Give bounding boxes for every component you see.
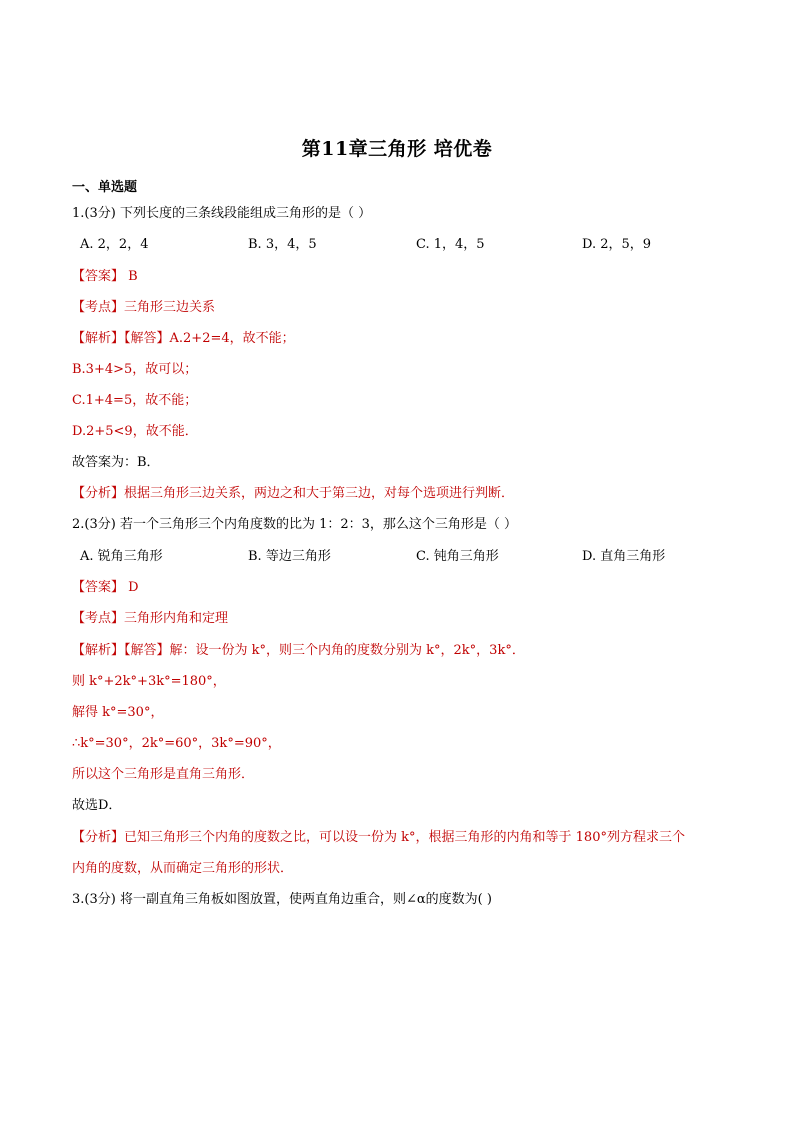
q1-fenxi-label: 【分析】 [72, 486, 125, 501]
q2-jiexi-text-3: 解得 k°=30°， [72, 705, 164, 720]
q2-jiexi-text-4: ∴k°=30°，2k°=60°，3k°=90°， [72, 736, 281, 751]
q1-answer-line [72, 268, 138, 286]
q1-kaodian-label: 【考点】 [72, 300, 125, 315]
page-title: 第11章三角形 培优卷 [301, 138, 493, 160]
q2-option-d: D. 直角三角形 [582, 549, 666, 564]
q2-answer-line [72, 579, 139, 597]
question-3-stem: 3.(3分) 将一副直角三角板如图放置，使两直角边重合，则∠α的度数为( ) [72, 892, 492, 907]
q1-answer-value: B [128, 269, 138, 284]
q2-answer-value: D [128, 580, 139, 595]
q2-fenxi-text-1: 已知三角形三个内角的度数之比，可以设一份为 k°，根据三角形的内角和等于 180°列方程求三个 [124, 830, 685, 845]
q1-kaodian-value: 三角形三边关系 [124, 300, 216, 315]
q2-fenxi-label: 【分析】 [72, 830, 125, 845]
q1-option-b: B. 3，4，5 [248, 237, 317, 252]
q1-jiexi-text-2: B.3+4>5，故可以； [72, 362, 198, 377]
q1-option-c: C. 1，4，5 [416, 237, 485, 252]
q2-kaodian-label: 【考点】 [72, 611, 125, 626]
q2-option-b: B. 等边三角形 [248, 549, 331, 564]
q1-jiexi-text-3: C.1+4=5，故不能； [72, 393, 198, 408]
q2-kaodian-line [72, 610, 228, 628]
q2-conclusion: 故选D． [72, 798, 122, 813]
q1-fenxi-line [72, 485, 514, 503]
q2-jiexi-text-1: 解：设一份为 k°，则三个内角的度数分别为 k°，2k°，3k°． [169, 643, 525, 658]
q2-answer-label: 【答案】 [72, 580, 125, 595]
q1-answer-label: 【答案】 [72, 269, 125, 284]
question-2-stem: 2.(3分) 若一个三角形三个内角度数的比为 1：2：3，那么这个三角形是（ ） [72, 517, 518, 532]
q1-jiexi-text-4: D.2+5<9，故不能． [72, 424, 198, 439]
q1-kaodian-line [72, 299, 215, 317]
q2-option-c: C. 钝角三角形 [416, 549, 499, 564]
q2-kaodian-value: 三角形内角和定理 [124, 611, 229, 626]
section-heading: 一、单选题 [72, 180, 138, 195]
q2-jiexi-text-2: 则 k°+2k°+3k°=180°， [72, 674, 226, 689]
q1-conclusion: 故答案为：B． [72, 455, 160, 470]
q1-option-d: D. 2，5，9 [582, 237, 652, 252]
q1-option-a: A. 2，2，4 [80, 237, 149, 252]
q2-jiexi-text-5: 所以这个三角形是直角三角形． [72, 767, 255, 782]
q1-jiexi-text-1: A.2+2=4，故不能； [169, 331, 295, 346]
q1-jiexi-label: 【解析】【解答】 [72, 331, 170, 346]
question-1-stem: 1.(3分) 下列长度的三条线段能组成三角形的是（ ） [72, 206, 372, 221]
q2-jiexi-label: 【解析】【解答】 [72, 643, 170, 658]
q1-fenxi-text: 根据三角形三边关系，两边之和大于第三边，对每个选项进行判断． [124, 486, 515, 501]
q2-fenxi-text-2: 内角的度数，从而确定三角形的形状． [72, 861, 294, 876]
q2-fenxi-line [72, 829, 685, 847]
q1-jiexi-line [72, 330, 295, 348]
q2-option-a: A. 锐角三角形 [80, 549, 163, 564]
q2-jiexi-line [72, 642, 525, 660]
